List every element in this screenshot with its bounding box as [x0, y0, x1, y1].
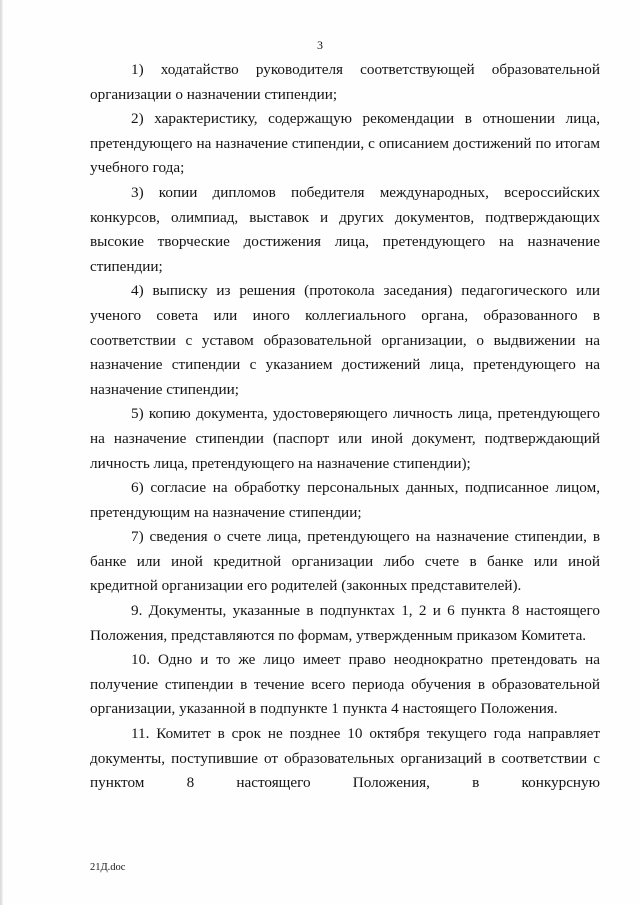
- document-body: [90, 58, 600, 796]
- paragraph-section-9: 9. Документы, указанные в подпунктах 1, 2 и 6 пункта 8 настоящего Положения, представляются по формам, утвержденным приказом Комитета.: [90, 602, 600, 644]
- paragraph-item-4: 4) выписку из решения (протокола заседания) педагогического или ученого совета или иного коллегиального органа, образованного в соответствии с уставом образовательной организации, о выдвижении на назначение стипендии с указанием достижений лица, претендующего на назначение стипендии;: [90, 282, 600, 398]
- paragraph-item-6: 6) согласие на обработку персональных данных, подписанное лицом, претендующим на назначение стипендии;: [90, 479, 600, 521]
- paragraph-item-5: 5) копию документа, удостоверяющего личность лица, претендующего на назначение стипендии (паспорт или иной документ, подтверждающий личность лица, претендующего на назначение стипендии);: [90, 405, 600, 472]
- scan-edge: [0, 0, 3, 905]
- paragraph-item-2: 2) характеристику, содержащую рекомендации в отношении лица, претендующего на назначение стипендии, с описанием достижений по итогам учебного года;: [90, 110, 600, 177]
- paragraph-item-7: 7) сведения о счете лица, претендующего на назначение стипендии, в банке или иной кредитной организации либо счете в банке или иной кредитной организации его родителей (законных представителей).: [90, 528, 600, 595]
- paragraph-item-3: 3) копии дипломов победителя международных, всероссийских конкурсов, олимпиад, выставок и других документов, подтверждающих высокие творческие достижения лица, претендующего на назначение стипендии;: [90, 183, 600, 275]
- paragraph-section-11: 11. Комитет в срок не позднее 10 октября текущего года направляет документы, поступившие от образовательных организаций в соответствии с пунктом 8 настоящего Положения, в конкурсную: [90, 725, 600, 792]
- page-number: 3: [317, 38, 323, 52]
- paragraph-section-10: 10. Одно и то же лицо имеет право неоднократно претендовать на получение стипендии в течение всего периода обучения в образовательной организации, указанной в подпункте 1 пункта 4 настоящего Положения.: [90, 651, 600, 718]
- paragraph-item-1: 1) ходатайство руководителя соответствующей образовательной организации о назначении стипендии;: [90, 61, 600, 103]
- footer-filename: 21Д.doc: [90, 862, 126, 873]
